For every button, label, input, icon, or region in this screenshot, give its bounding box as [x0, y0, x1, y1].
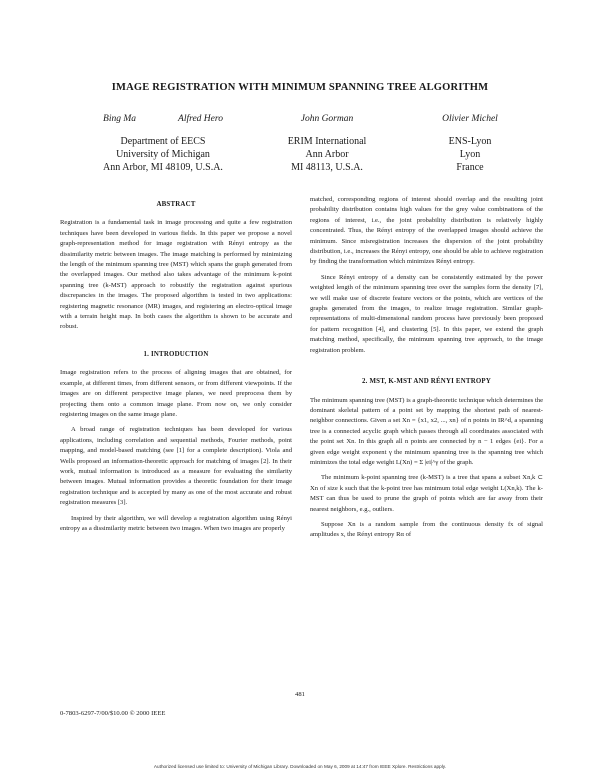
- paragraph: Image registration refers to the process of aligning images that are obtained, for example, at different times, from different sensors, or from different viewpoints. If the images are on different perspective image planes, we need preprocess them by projecting them onto a common image plane. From now on, we only consider registering images on the same image plane.: [60, 369, 292, 418]
- paragraph: Inspired by their algorithm, we will develop a registration algorithm using Rényi entropy as a dissimilarity metric between two images. When two images are properly: [60, 514, 292, 532]
- license-footer: Authorized licensed use limited to: University of Michigan Library. Downloaded on May 6, 2009 at 14:47 from IEEE Xplore. Restrictions apply.: [153, 764, 447, 769]
- author-names-1: [78, 113, 248, 126]
- affiliation-line: Ann Arbor, MI 48109, U.S.A.: [103, 162, 223, 173]
- author-names-2: [272, 113, 382, 126]
- paragraph: Since Rényi entropy of a density can be consistently estimated by the power weighted length of the minimum spanning tree over the samples form the density [7], we will make use of discrete feature vectors or the points, which are vertices of the graphs generated from the images, to realize image registration. Similar graph-representations of multi-dimensional random process have previously been proposed for pattern recognition [4], and clustering [5]. In this paper, we extend the graph matching method, specifically, the minimum spanning tree approach, to the image registration problem.: [310, 273, 543, 354]
- page-number: 481: [295, 691, 305, 698]
- affiliation-line: Ann Arbor: [305, 149, 349, 160]
- paragraph: The minimum k-point spanning tree (k-MST) is a tree that spans a subset Xn,k ⊂ Xn of size k such that the k-point tree has minimum total edge weight L(Xn,k). The k-MST can thus be used to prune the graph of points which are far away from their nearest neighbors, e.g., outliers.: [310, 474, 543, 513]
- affiliation-line: ERIM International: [287, 136, 367, 147]
- abstract-text: Registration is a fundamental task in image processing and quite a few registration techniques have been developed in various fields. In this paper we propose a novel graph-representation method for image registration with Rényi entropy as the dissimilarity metric between images. The image matching is performed by minimizing the length of the minimum spanning tree (MST) which spans the graph generated from the overlapped images. Our method also takes advantage of the minimum k-point spanning tree (k-MST) approach to robustify the registration against spurious discrepancies in the images. The proposed algorithm is tested in two applications: registering magnetic resonance (MR) images, and registering an electro-optical image with a terrain height map. In both cases the algorithm is shown to be accurate and robust.: [60, 219, 292, 331]
- affiliation-line: MI 48113, U.S.A.: [291, 162, 363, 173]
- abstract-heading: ABSTRACT: [156, 201, 196, 208]
- paragraph: A broad range of registration techniques has been developed for various applications, including correlation and sequential methods, Fourier methods, point mapping, and model-based matching (see [1] for a complete description). Viola and Wells proposed an information-theoretic approach for matching of images [2]. In their work, mutual information is introduced as a measure for evaluating the similarity between images. Mutual information provides a theoretic foundation for their image registration technique and is accepted by many as one of the most accurate and robust registration measures [3].: [60, 426, 292, 507]
- paragraph: Suppose Xn is a random sample from the continuous density fx of signal amplitudes x, the Rényi entropy Rα of: [310, 520, 543, 539]
- left-column: [60, 200, 292, 539]
- section-2-heading: 2. MST, K-MST AND RÉNYI ENTROPY: [361, 378, 492, 386]
- author-names-3: [415, 113, 525, 126]
- affiliation-line: University of Michigan: [116, 149, 210, 160]
- author-block: [0, 113, 600, 193]
- author-name: Olivier Michel: [442, 114, 498, 124]
- affiliation-line: Lyon: [459, 149, 481, 160]
- paragraph: matched, corresponding regions of interest should overlap and the resulting joint probability distribution contains high values for the grey value combinations of the regions of interest, i.e., the joint probability distribution is relatively highly concentrated. Thus, the Rényi entropy of the overlapped images should achieve the minimum. Since misregistration increases the dispersion of the joint probability distribution, i.e., increases the Rényi entropy, one should be able to achieve registration by finding the transformation which minimizes Rényi entropy.: [310, 196, 543, 266]
- author-group-3: [415, 113, 525, 174]
- paper-title: IMAGE REGISTRATION WITH MINIMUM SPANNING TREE ALGORITHM: [111, 82, 489, 93]
- introduction-heading: 1. INTRODUCTION: [143, 350, 209, 358]
- author-name: John Gorman: [300, 114, 354, 124]
- author-name: Alfred Hero: [178, 114, 223, 124]
- paragraph: The minimum spanning tree (MST) is a graph-theoretic technique which determines the dominant skeletal pattern of a point set by mapping the shortest path of nearest-neighbor connections. Given a set Xn = {x1, x2, ..., xn} of n points in IR^d, a spanning tree is a connected acyclic graph which passes through all coordinates associated with the point set Xn. In this graph all n points are connected by n − 1 edges {ei}. For a given edge weight exponent γ the minimum spanning tree is the spanning tree which minimizes the total edge weight L(Xn) = Σ |ei|^γ of the graph.: [310, 396, 543, 466]
- author-name: Bing Ma: [103, 114, 137, 124]
- right-column: [310, 195, 543, 546]
- affiliation-line: France: [456, 162, 484, 173]
- author-group-2: [272, 113, 382, 174]
- isbn-line: 0-7803-6297-7/00/$10.00 © 2000 IEEE: [60, 710, 166, 717]
- author-group-1: [78, 113, 248, 174]
- affiliation-line: ENS-Lyon: [448, 136, 492, 147]
- affiliation-line: Department of EECS: [120, 136, 206, 147]
